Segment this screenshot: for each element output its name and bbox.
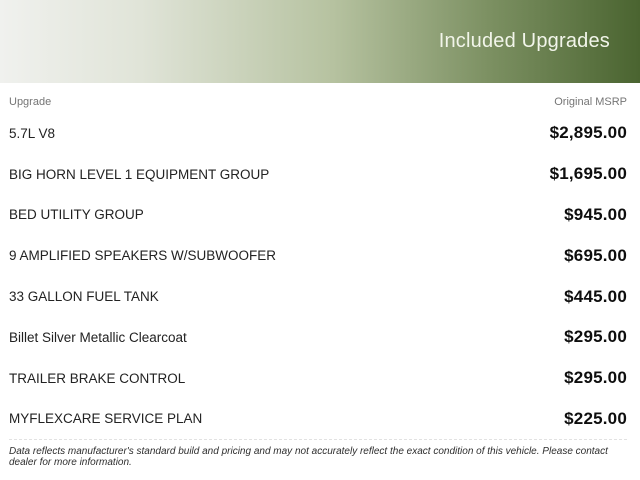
upgrade-price: $945.00 [564, 204, 627, 224]
table-row [9, 235, 627, 276]
table-row [9, 154, 627, 195]
upgrade-name: MYFLEXCARE SERVICE PLAN [9, 411, 203, 427]
upgrade-name: 33 GALLON FUEL TANK [9, 289, 159, 305]
upgrade-price: $225.00 [564, 408, 627, 428]
upgrade-name: 9 AMPLIFIED SPEAKERS W/SUBWOOFER [9, 248, 277, 264]
column-header-msrp: Original MSRP [554, 96, 627, 108]
upgrade-price: $295.00 [564, 368, 627, 388]
table-row [9, 399, 627, 440]
upgrade-name: TRAILER BRAKE CONTROL [9, 370, 186, 386]
page-title: Included Upgrades [438, 30, 610, 52]
upgrade-price: $2,895.00 [549, 123, 627, 143]
upgrade-name: Billet Silver Metallic Clearcoat [9, 329, 187, 345]
table-row [9, 317, 627, 358]
table-row [9, 195, 627, 236]
table-row [9, 276, 627, 317]
upgrade-name: BED UTILITY GROUP [9, 207, 144, 223]
upgrade-name: BIG HORN LEVEL 1 EQUIPMENT GROUP [9, 166, 270, 182]
upgrade-price: $695.00 [564, 245, 627, 265]
upgrade-name: 5.7L V8 [9, 125, 56, 141]
upgrades-table [0, 83, 640, 439]
upgrade-price: $1,695.00 [549, 164, 627, 184]
table-header-row [9, 83, 627, 113]
disclaimer-text: Data reflects manufacturer's standard build and pricing and may not accurately reflect the exact condition of this vehicle. Please contact dealer for more information. [9, 439, 627, 468]
upgrade-price: $445.00 [564, 286, 627, 306]
included-upgrades-header [0, 0, 640, 83]
upgrade-price: $295.00 [564, 327, 627, 347]
table-row [9, 113, 627, 154]
column-header-upgrade: Upgrade [9, 96, 52, 108]
table-row [9, 358, 627, 399]
